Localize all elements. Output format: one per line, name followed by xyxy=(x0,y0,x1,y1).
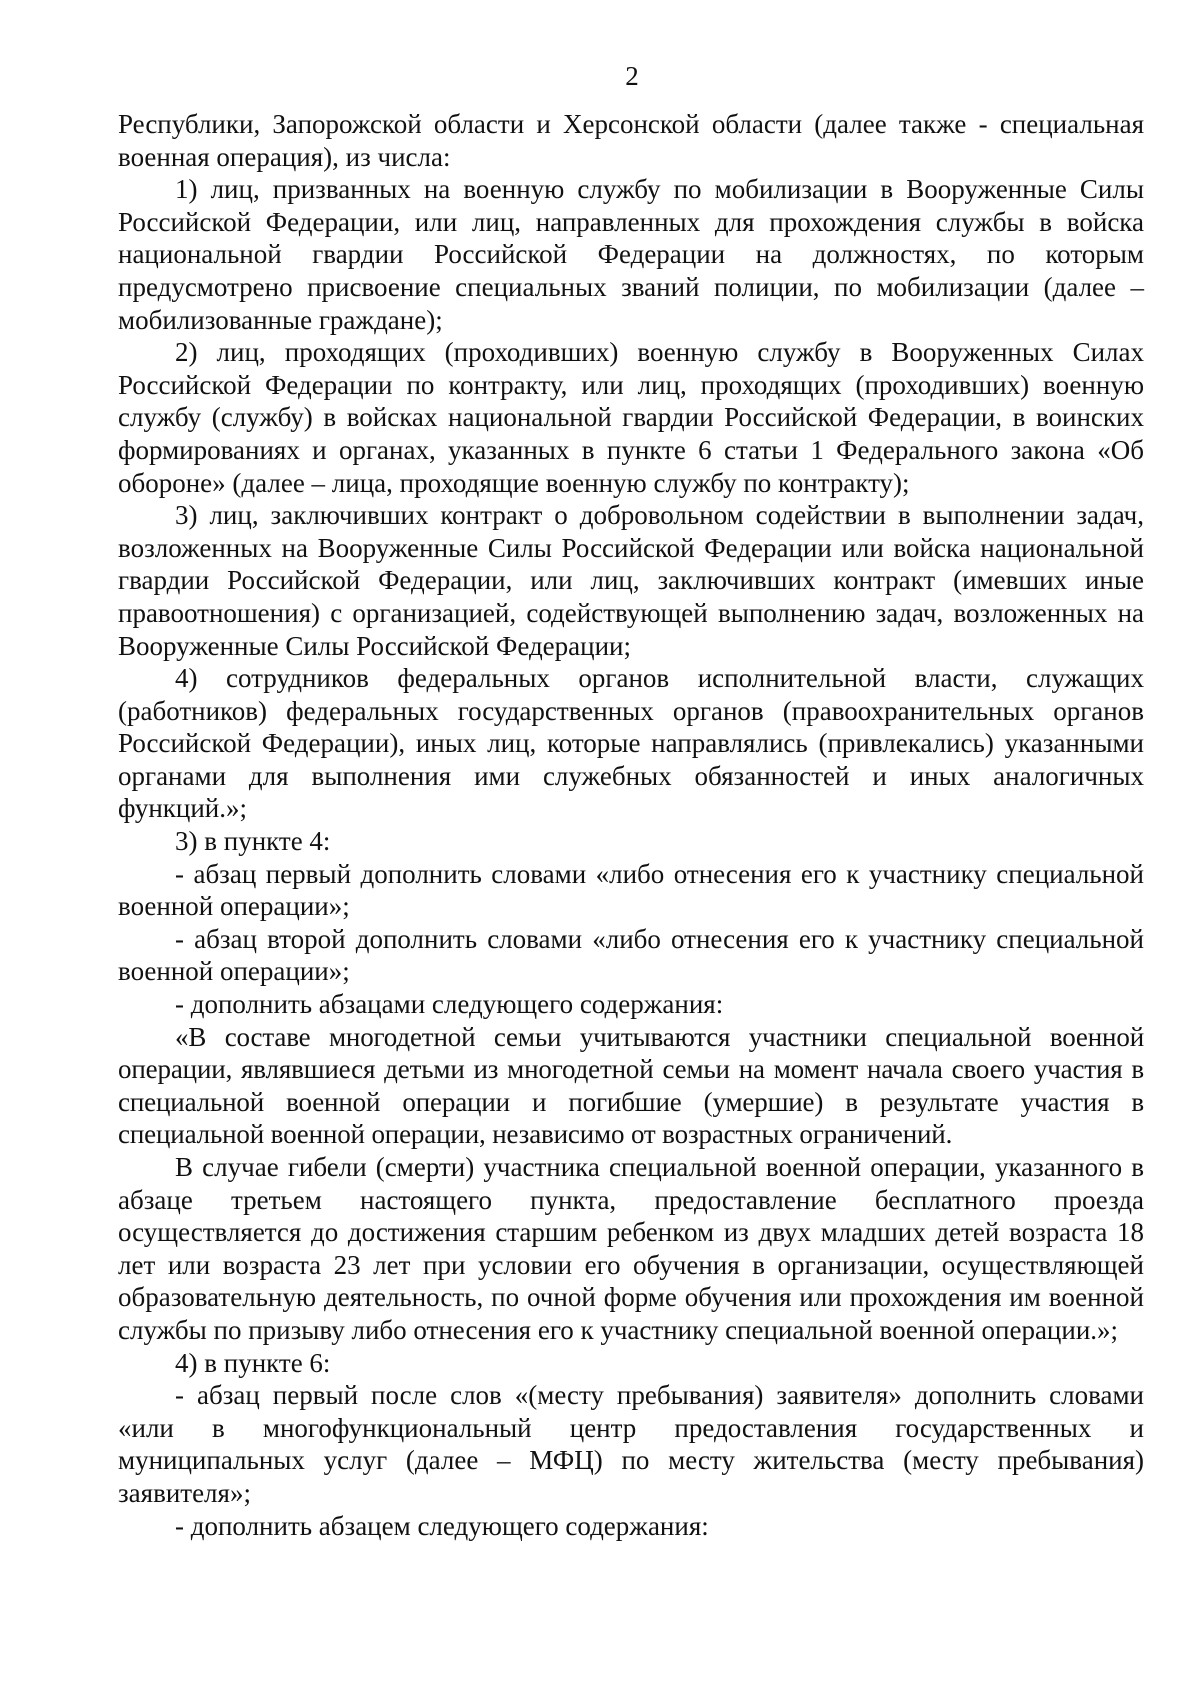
paragraph-continuation: Республики, Запорожской области и Херсонской области (далее также - специальная военная операция), из числа: xyxy=(118,109,1144,172)
page-number: 2 xyxy=(625,61,639,91)
paragraph-item-2: 2) лиц, проходящих (проходивших) военную службу в Вооруженных Силах Российской Федерации по контракту, или лиц, проходящих (проходивших) военную службу (службу) в войсках национальной гвардии Российской Федерации, в воинских формированиях и органах, указанных в пункте 6 статьи 1 Федерального закона «Об обороне» (далее – лица, проходящие военную службу по контракту); xyxy=(118,337,1144,498)
paragraph-amendment-3-first: - абзац первый дополнить словами «либо отнесения его к участнику специальной военной операции»; xyxy=(118,858,1144,922)
document-body xyxy=(118,108,1144,1542)
paragraph-item-1: 1) лиц, призванных на военную службу по мобилизации в Вооруженные Силы Российской Федерации, или лиц, направленных для прохождения службы в войска национальной гвардии Российской Федерации на должностях, по которым предусмотрено присвоение специальных званий полиции, по мобилизации (далее – мобилизованные граждане); xyxy=(118,174,1144,335)
paragraph-item-3: 3) лиц, заключивших контракт о добровольном содействии в выполнении задач, возложенных на Вооруженные Силы Российской Федерации или войска национальной гвардии Российской Федерации, или лиц, заключивших контракт (имевших иные правоотношения) с организацией, содействующей выполнению задач, возложенных на Вооруженные Силы Российской Федерации; xyxy=(118,500,1144,661)
paragraph-amendment-3-second: - абзац второй дополнить словами «либо отнесения его к участнику специальной военной операции»; xyxy=(118,923,1144,987)
paragraph-quoted-large-family: «В составе многодетной семьи учитываются участники специальной военной операции, являвшиеся детьми из многодетной семьи на момент начала своего участия в специальной военной операции и погибшие (умершие) в результате участия в специальной военной операции, независимо от возрастных ограничений. xyxy=(118,1021,1144,1150)
paragraph-amendment-4-add: - дополнить абзацем следующего содержания: xyxy=(175,1510,709,1541)
paragraph-quoted-death-case: В случае гибели (смерти) участника специальной военной операции, указанного в абзаце третьем настоящего пункта, предоставление бесплатного проезда осуществляется до достижения старшим ребенком из двух младших детей возраста 18 лет или возраста 23 лет при условии его обучения в организации, осуществляющей образовательную деятельность, по очной форме обучения или прохождения им военной службы по призыву либо отнесения его к участнику специальной военной операции.»; xyxy=(118,1152,1144,1345)
paragraph-amendment-3-add: - дополнить абзацами следующего содержания: xyxy=(175,989,724,1020)
paragraph-item-4: 4) сотрудников федеральных органов исполнительной власти, служащих (работников) федеральных государственных органов (правоохранительных органов Российской Федерации), иных лиц, которые направлялись (привлекались) указанными органами для выполнения ими служебных обязанностей и иных аналогичных функций.»; xyxy=(118,663,1144,824)
paragraph-amendment-3: 3) в пункте 4: xyxy=(175,826,331,857)
paragraph-amendment-4-first: - абзац первый после слов «(месту пребывания) заявителя» дополнить словами «или в многофункциональный центр предоставления государственных и муниципальных услуг (далее – МФЦ) по месту жительства (месту пребывания) заявителя»; xyxy=(118,1380,1144,1508)
paragraph-amendment-4: 4) в пункте 6: xyxy=(175,1347,331,1378)
